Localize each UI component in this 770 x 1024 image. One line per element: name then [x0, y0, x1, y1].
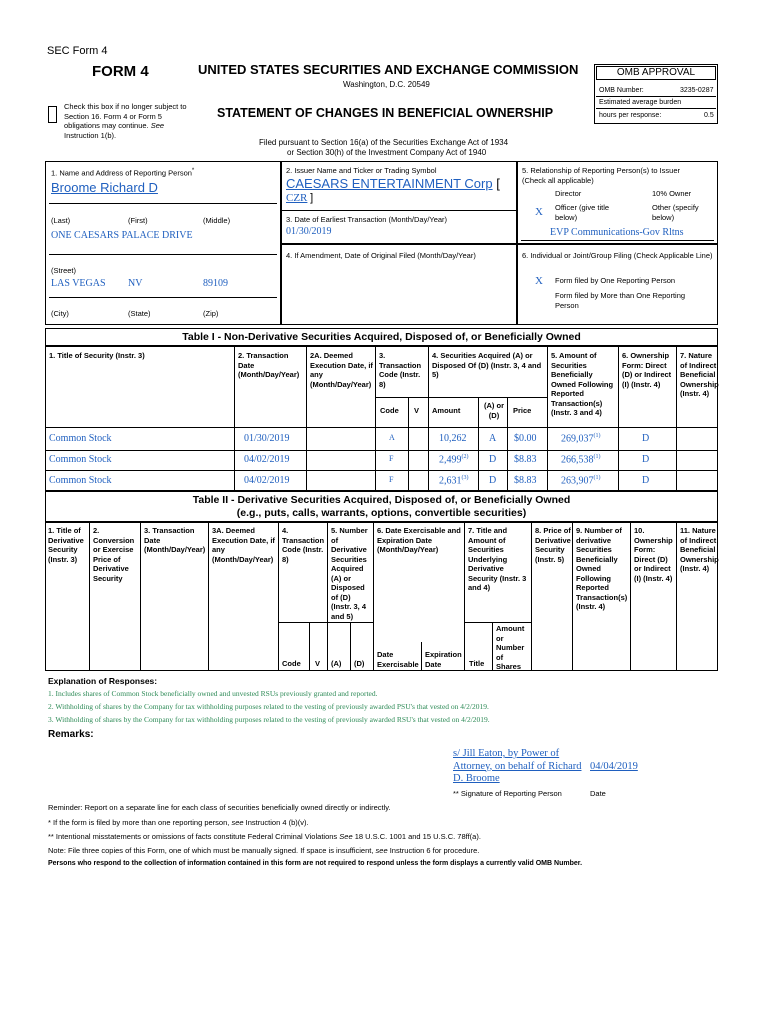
footer-note3-post: Instruction 6 for procedure. [389, 846, 480, 855]
t2-header-title: 1. Title of Derivative Security (Instr. 3) [48, 526, 84, 564]
footer-note1 [48, 818, 309, 827]
zip-label: (Zip) [203, 309, 219, 318]
relationship-label [522, 166, 716, 185]
explanation-item-3: 3. Withholding of shares by the Company for tax withholding purposes related to the vesting of previously awarded RSU's that vested on 4/2/2019. [48, 715, 490, 724]
issuer-bracket-open: [ [496, 176, 500, 191]
earliest-transaction-label: 3. Date of Earliest Transaction (Month/Day/Year) [286, 215, 448, 224]
t2-header-ownership: 10. Ownership Form: Direct (D) or Indirect (I) (Instr. 4) [634, 526, 673, 583]
t1-row1-owned-footnote: (1) [593, 433, 601, 439]
t1-header-title: 1. Title of Security (Instr. 3) [49, 351, 145, 360]
t1-row3-ad: D [489, 475, 497, 486]
t2-subheader-date-exercisable: Date Exercisable [377, 650, 419, 669]
t1-header-ownership: 6. Ownership Form: Direct (D) or Indirect (I) (Instr. 4) [622, 351, 672, 389]
signature-label: ** Signature of Reporting Person [453, 789, 562, 798]
t1-row3-code: F [389, 475, 394, 484]
signature-date: 04/04/2019 [590, 761, 638, 772]
statement-title: STATEMENT OF CHANGES IN BENEFICIAL OWNERSHIP [217, 106, 554, 120]
commission-location: Washington, D.C. 20549 [343, 80, 430, 89]
t2-header-number: 5. Number of Derivative Securities Acquired (A) or Disposed of (D) (Instr. 3, 4 and 5) [331, 526, 368, 621]
t1-row3-owned-footnote: (1) [593, 475, 601, 481]
reporting-person-label: 1. Name and Address of Reporting Person* [51, 168, 195, 178]
omb-hours-label: hours per response: [599, 112, 662, 119]
signature-block [453, 748, 582, 786]
filing-label: 6. Individual or Joint/Group Filing (Check Applicable Line) [522, 251, 713, 260]
table2-subtitle: (e.g., puts, calls, warrants, options, convertible securities) [236, 507, 527, 519]
t1-row2-owned-footnote: (1) [593, 454, 601, 460]
t2-header-deemed: 3A. Deemed Execution Date, if any (Month/Day/Year) [212, 526, 275, 564]
omb-number-value: 3235-0287 [680, 87, 714, 94]
t1-row3-owned [561, 475, 601, 486]
explanation-title: Explanation of Responses: [48, 676, 158, 686]
signature-line2: Attorney, on behalf of Richard [453, 760, 582, 772]
t1-row2-amount-footnote: (2) [461, 454, 469, 460]
t1-row2-price: $8.83 [514, 454, 537, 465]
t2-header-derivative-owned: 9. Number of derivative Securities Beneficially Owned Following Reported Transaction(s) (Instr. 4) [576, 526, 628, 611]
t1-subheader-code: Code [380, 406, 399, 415]
footer-note1-see: see [231, 818, 244, 827]
t1-row2-code: F [389, 454, 394, 463]
t1-header-date: 2. Transaction Date (Month/Day/Year) [238, 351, 300, 379]
t1-header-code: 3. Transaction Code (Instr. 8) [379, 351, 422, 389]
t1-row1-date: 01/30/2019 [244, 433, 290, 444]
signature-line3: D. Broome [453, 773, 500, 784]
state-value: NV [128, 278, 143, 289]
t1-row3-price: $8.83 [514, 475, 537, 486]
t1-row2-ad: D [489, 454, 497, 465]
t2-header-date: 3. Transaction Date (Month/Day/Year) [144, 526, 206, 554]
footer-note2-see: See [339, 832, 353, 841]
t2-subheader-title: Title [469, 659, 485, 668]
officer-title: EVP Communications-Gov Rltns [550, 227, 684, 238]
t2-header-nature: 11. Nature of Indirect Beneficial Ownership (Instr. 4) [680, 526, 719, 573]
t2-header-price: 8. Price of Derivative Security (Instr. 5) [535, 526, 571, 564]
explanation-item-2: 2. Withholding of shares by the Company for tax withholding purposes related to the vesting of previously awarded PSU's that vested on 4/2/2019. [48, 702, 489, 711]
checkbox-text [64, 102, 194, 140]
middle-label: (Middle) [203, 216, 231, 225]
issuer-label: 2. Issuer Name and Ticker or Trading Symbol [286, 166, 437, 175]
filing-more-label: Form filed by More than One Reporting Person [555, 291, 686, 310]
issuer-name-line [286, 176, 500, 191]
table2-title: Table II - Derivative Securities Acquired, Disposed of, or Beneficially Owned [192, 494, 571, 506]
t1-header-nature: 7. Nature of Indirect Beneficial Ownership (Instr. 4) [680, 351, 719, 398]
omb-hours-value: 0.5 [704, 112, 714, 119]
t2-header-underlying: 7. Title and Amount of Securities Underlying Derivative Security (Instr. 3 and 4) [468, 526, 527, 592]
t2-subheader-d: (D) [354, 659, 365, 668]
footer-note1-post: Instruction 4 (b)(v). [245, 818, 309, 827]
t1-row2-amount-value: 2,499 [439, 454, 462, 466]
relationship-label-text: 5. Relationship of Reporting Person(s) to Issuer [522, 166, 680, 175]
t1-header-amount-owned: 5. Amount of Securities Beneficially Owned Following Reported Transaction(s) (Instr. 3 and 4) [551, 351, 614, 417]
t2-subheader-expiration: Expiration Date [425, 650, 462, 669]
footer-note3-see: see [375, 846, 388, 855]
city-label: (City) [51, 309, 69, 318]
t1-row1-title: Common Stock [49, 433, 112, 444]
officer-label: Officer (give title below) [555, 203, 610, 222]
last-label: (Last) [51, 216, 71, 225]
no-longer-subject-checkbox[interactable] [48, 106, 57, 123]
zip-value: 89109 [203, 278, 228, 289]
director-label: Director [555, 189, 582, 198]
signature-line1: s/ Jill Eaton, by Power of [453, 748, 560, 759]
checkbox-instruction: Instruction 1(b). [64, 130, 117, 140]
t2-subheader-v: V [315, 659, 321, 668]
signature-date-label: Date [590, 789, 606, 798]
ten-percent-owner-label: 10% Owner [652, 189, 692, 198]
relationship-sub: (Check all applicable) [522, 175, 594, 185]
footer-note3-pre: Note: File three copies of this Form, one of which must be manually signed. If space is insufficient, [48, 846, 374, 855]
filed-pursuant-line1: Filed pursuant to Section 16(a) of the Securities Exchange Act of 1934 [259, 138, 509, 147]
filing-one-checkmark[interactable]: X [535, 275, 543, 287]
reporting-person-asterisk: * [191, 168, 195, 174]
t1-row1-ad: A [489, 433, 497, 444]
footer-note2-pre: ** Intentional misstatements or omissions of facts constitute Federal Criminal Violations [48, 832, 338, 841]
omb-number-label: OMB Number: [599, 87, 644, 94]
t1-row2-title: Common Stock [49, 454, 112, 465]
first-label: (First) [128, 216, 148, 225]
t1-subheader-v: V [414, 406, 420, 415]
omb-title: OMB APPROVAL [616, 67, 696, 78]
t1-row1-owned [561, 433, 601, 444]
checkbox-see: See [150, 121, 165, 130]
street-label: (Street) [51, 266, 77, 275]
t1-header-deemed: 2A. Deemed Execution Date, if any (Month/Day/Year) [310, 351, 373, 389]
state-label: (State) [128, 309, 151, 318]
issuer-ticker[interactable]: CZR [286, 192, 308, 204]
footer-note3 [48, 846, 479, 855]
t1-row1-form: D [642, 433, 650, 444]
t1-subheader-price: Price [513, 406, 532, 415]
t2-subheader-code: Code [282, 659, 301, 668]
t2-header-code: 4. Transaction Code (Instr. 8) [282, 526, 325, 564]
officer-checkmark[interactable]: X [535, 206, 543, 218]
footer-reminder: Reminder: Report on a separate line for each class of securities beneficially owned directly or indirectly. [48, 803, 391, 812]
footer-note2-post: 18 U.S.C. 1001 and 15 U.S.C. 78ff(a). [354, 832, 481, 841]
t1-row3-amount-value: 2,631 [439, 475, 462, 487]
t1-row3-owned-value: 263,907 [561, 475, 594, 487]
sec-form-label: SEC Form 4 [47, 45, 108, 57]
t1-row3-form: D [642, 475, 650, 486]
issuer-name[interactable]: CAESARS ENTERTAINMENT Corp [286, 176, 493, 191]
t1-row3-amount-footnote: (3) [461, 475, 469, 481]
filing-one-label: Form filed by One Reporting Person [555, 276, 676, 285]
footer-bold-note: Persons who respond to the collection of information contained in this form are not required to respond unless the form displays a currently valid OMB Number. [48, 860, 583, 867]
form-title: FORM 4 [92, 63, 149, 80]
t1-row2-owned [561, 454, 601, 465]
filed-pursuant-line2: or Section 30(h) of the Investment Company Act of 1940 [287, 148, 487, 157]
issuer-bracket-close: ] [310, 192, 314, 204]
t2-subheader-amount-shares: Amount or Number of Shares [496, 624, 525, 671]
earliest-transaction-date: 01/30/2019 [286, 226, 332, 237]
t1-row1-code: A [389, 433, 395, 442]
t1-row1-owned-value: 269,037 [561, 433, 594, 445]
t1-row3-amount [439, 475, 469, 486]
t2-header-conversion: 2. Conversion or Exercise Price of Derivative Security [93, 526, 135, 583]
commission-title: UNITED STATES SECURITIES AND EXCHANGE COMMISSION [198, 62, 579, 77]
t1-subheader-ad: (A) or (D) [484, 401, 504, 420]
t2-subheader-a: (A) [331, 659, 342, 668]
t1-row1-price: $0.00 [514, 433, 537, 444]
t1-header-acquired: 4. Securities Acquired (A) or Disposed Of (D) (Instr. 3, 4 and 5) [432, 351, 542, 379]
table1-title: Table I - Non-Derivative Securities Acquired, Disposed of, or Beneficially Owned [182, 331, 581, 343]
reporting-person-name[interactable]: Broome Richard D [51, 180, 158, 195]
t1-row2-owned-value: 266,538 [561, 454, 594, 466]
footer-note1-pre: * If the form is filed by more than one reporting person, [48, 818, 230, 827]
remarks-title: Remarks: [48, 729, 94, 740]
t1-row3-date: 04/02/2019 [244, 475, 290, 486]
explanation-item-1: 1. Includes shares of Common Stock beneficially owned and unvested RSUs previously granted and reported. [48, 689, 378, 698]
other-label: Other (specify below) [652, 203, 699, 222]
street-value: ONE CAESARS PALACE DRIVE [51, 230, 193, 241]
t1-row2-date: 04/02/2019 [244, 454, 290, 465]
issuer-ticker-line [286, 192, 313, 204]
t1-row2-form: D [642, 454, 650, 465]
t1-row3-title: Common Stock [49, 475, 112, 486]
t1-row2-amount [439, 454, 469, 465]
checkbox-text-main: Check this box if no longer subject to Section 16. Form 4 or Form 5 obligations may continue. [64, 102, 187, 130]
t1-subheader-amount: Amount [432, 406, 461, 415]
city-value: LAS VEGAS [51, 278, 106, 289]
amendment-label: 4. If Amendment, Date of Original Filed (Month/Day/Year) [286, 251, 476, 260]
omb-burden-label: Estimated average burden [599, 99, 682, 106]
t1-row1-amount: 10,262 [439, 433, 467, 444]
footer-note2 [48, 832, 481, 841]
t2-header-exercisable: 6. Date Exercisable and Expiration Date (Month/Day/Year) [377, 526, 461, 554]
